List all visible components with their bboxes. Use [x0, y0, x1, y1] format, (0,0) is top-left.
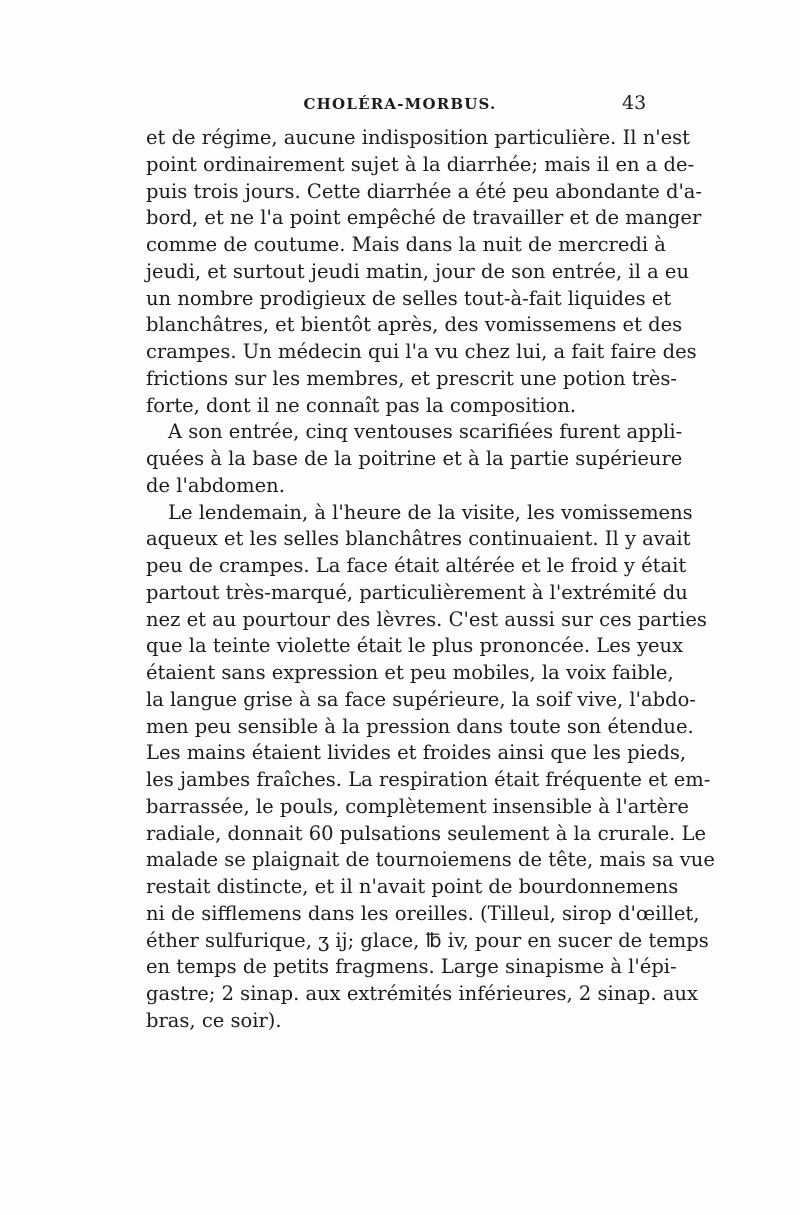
text-line: aqueux et les selles blanchâtres continuaient. Il y avait — [146, 527, 691, 551]
text-line: puis trois jours. Cette diarrhée a été peu abondante d'a- — [146, 179, 703, 203]
text-line: nez et au pourtour des lèvres. C'est aussi sur ces parties — [146, 607, 707, 631]
text-line: Le lendemain, à l'heure de la visite, les vomissemens — [168, 500, 693, 524]
text-line: comme de coutume. Mais dans la nuit de mercredi à — [146, 233, 666, 256]
text-line: frictions sur les membres, et prescrit une potion très- — [146, 366, 677, 390]
text-line: blanchâtres, et bientôt après, des vomissemens et des — [146, 313, 683, 337]
text-line: gastre; 2 sinap. aux extrémités inférieures, 2 sinap. aux — [146, 982, 698, 1005]
text-line: partout très-marqué, particulièrement à l'extrémité du — [146, 580, 688, 604]
text-line: forte, dont il ne connaît pas la composition. — [146, 393, 577, 417]
text-line: les jambes fraîches. La respiration était fréquente et em- — [146, 768, 711, 791]
text-line: peu de crampes. La face était altérée et le froid y était — [146, 554, 687, 577]
text-line: crampes. Un médecin qui l'a vu chez lui, a fait faire des — [146, 340, 697, 363]
text-line: étaient sans expression et peu mobiles, la voix faible, — [146, 661, 674, 684]
text-line: point ordinairement sujet à la diarrhée; mais il en a de- — [146, 152, 695, 176]
text-line: bras, ce soir). — [146, 1008, 282, 1032]
text-line: malade se plaignait de tournoiemens de tête, mais sa vue — [146, 848, 715, 872]
running-title: CHOLÉRA-MORBUS. — [303, 95, 497, 113]
text-line: Les mains étaient livides et froides ainsi que les pieds, — [146, 741, 687, 765]
text-line: barrassée, le pouls, complètement insensible à l'artère — [146, 794, 689, 818]
text-line: ni de sifflemens dans les oreilles. (Tilleul, sirop d'œillet, — [146, 901, 700, 925]
text-line: radiale, donnait 60 pulsations seulement à la crurale. Le — [146, 821, 707, 845]
text-line: A son entrée, cinq ventouses scarifiées furent appli- — [168, 420, 683, 444]
text-line: en temps de petits fragmens. Large sinapisme à l'épi- — [146, 955, 677, 979]
text-line: un nombre prodigieux de selles tout-à-fait liquides et — [146, 286, 672, 310]
text-line: et de régime, aucune indisposition particulière. Il n'est — [146, 126, 691, 149]
text-line: men peu sensible à la pression dans toute son étendue. — [146, 714, 694, 738]
text-line: de l'abdomen. — [146, 473, 285, 497]
body-text — [146, 125, 715, 1035]
text-line: bord, et ne l'a point empêché de travailler et de manger — [146, 206, 702, 230]
page-number: 43 — [622, 92, 647, 114]
text-line: que la teinte violette était le plus prononcée. Les yeux — [146, 634, 684, 658]
text-line: jeudi, et surtout jeudi matin, jour de son entrée, il a eu — [146, 259, 690, 283]
text-line: éther sulfurique, ʒ ij; glace, ℔ iv, pour en sucer de temps — [146, 928, 709, 952]
text-line: la langue grise à sa face supérieure, la soif vive, l'abdo- — [146, 687, 696, 711]
text-line: restait distincte, et il n'avait point de bourdonnemens — [146, 875, 679, 898]
text-line: quées à la base de la poitrine et à la partie supérieure — [146, 447, 683, 470]
